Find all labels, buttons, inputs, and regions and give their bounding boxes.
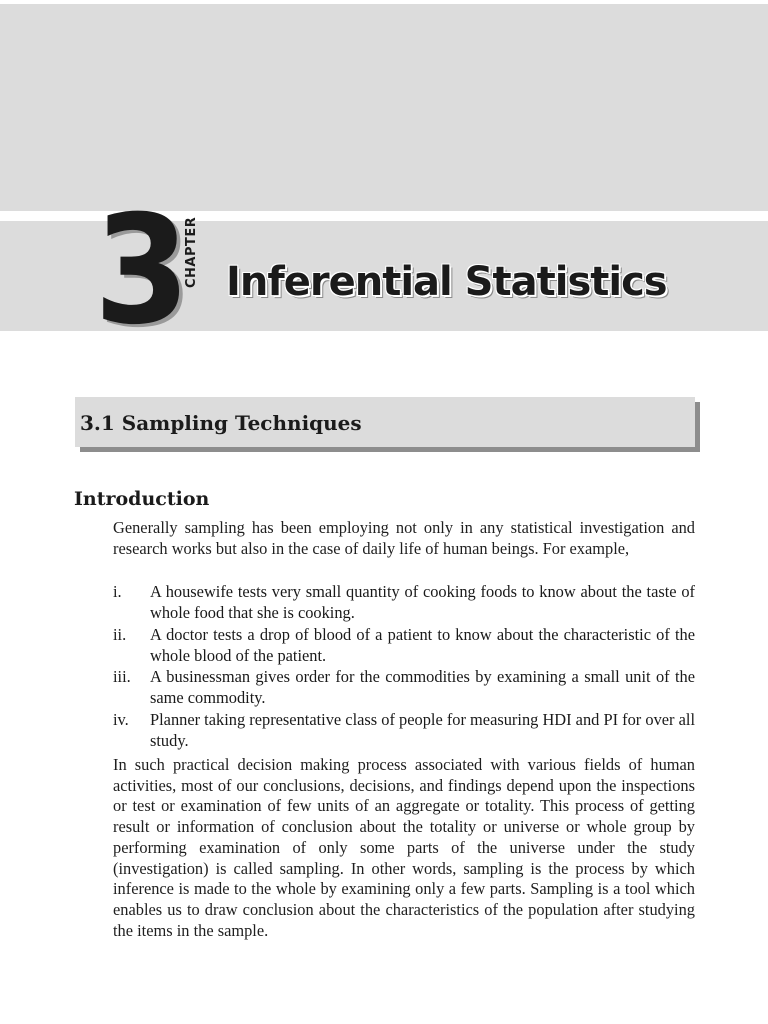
list-item-number: ii. <box>113 625 127 644</box>
list-item-number: iv. <box>113 710 129 729</box>
list-item-text: A businessman gives order for the commodities by examining a small unit of the same commodity. <box>150 667 695 707</box>
chapter-number: 3 <box>94 184 187 358</box>
chapter-title: Inferential Statistics <box>226 259 667 305</box>
sampling-paragraph: In such practical decision making process associated with various fields of human activities, most of our conclusions, decisions, and findings depend upon the inspections or test or examination of few units of an aggregate or totality. This process of getting result or information of conclusion about the totality or universe or whole group by performing examination of only some parts of the universe under the study (investigation) is called sampling. In other words, sampling is the process by which inference is made to the whole by examining only a few parts. Sampling is a tool which enables us to draw conclusion about the characteristics of the population after studying the items in the sample. <box>113 755 695 940</box>
intro-paragraph: Generally sampling has been employing not only in any statistical investigation and research works but also in the case of daily life of human beings. For example, <box>113 518 695 558</box>
list-item-text: Planner taking representative class of people for measuring HDI and PI for over all study. <box>150 710 695 750</box>
introduction-heading: Introduction <box>74 488 210 510</box>
header-gray-band <box>0 4 768 211</box>
list-item-number: iii. <box>113 667 131 686</box>
chapter-label: CHAPTER <box>184 216 199 288</box>
section-title: 3.1 Sampling Techniques <box>80 411 362 435</box>
list-item-number: i. <box>113 582 122 601</box>
list-item-text: A doctor tests a drop of blood of a patient to know about the characteristic of the whole blood of the patient. <box>150 625 695 665</box>
list-item-text: A housewife tests very small quantity of cooking foods to know about the taste of whole food that she is cooking. <box>150 582 695 622</box>
